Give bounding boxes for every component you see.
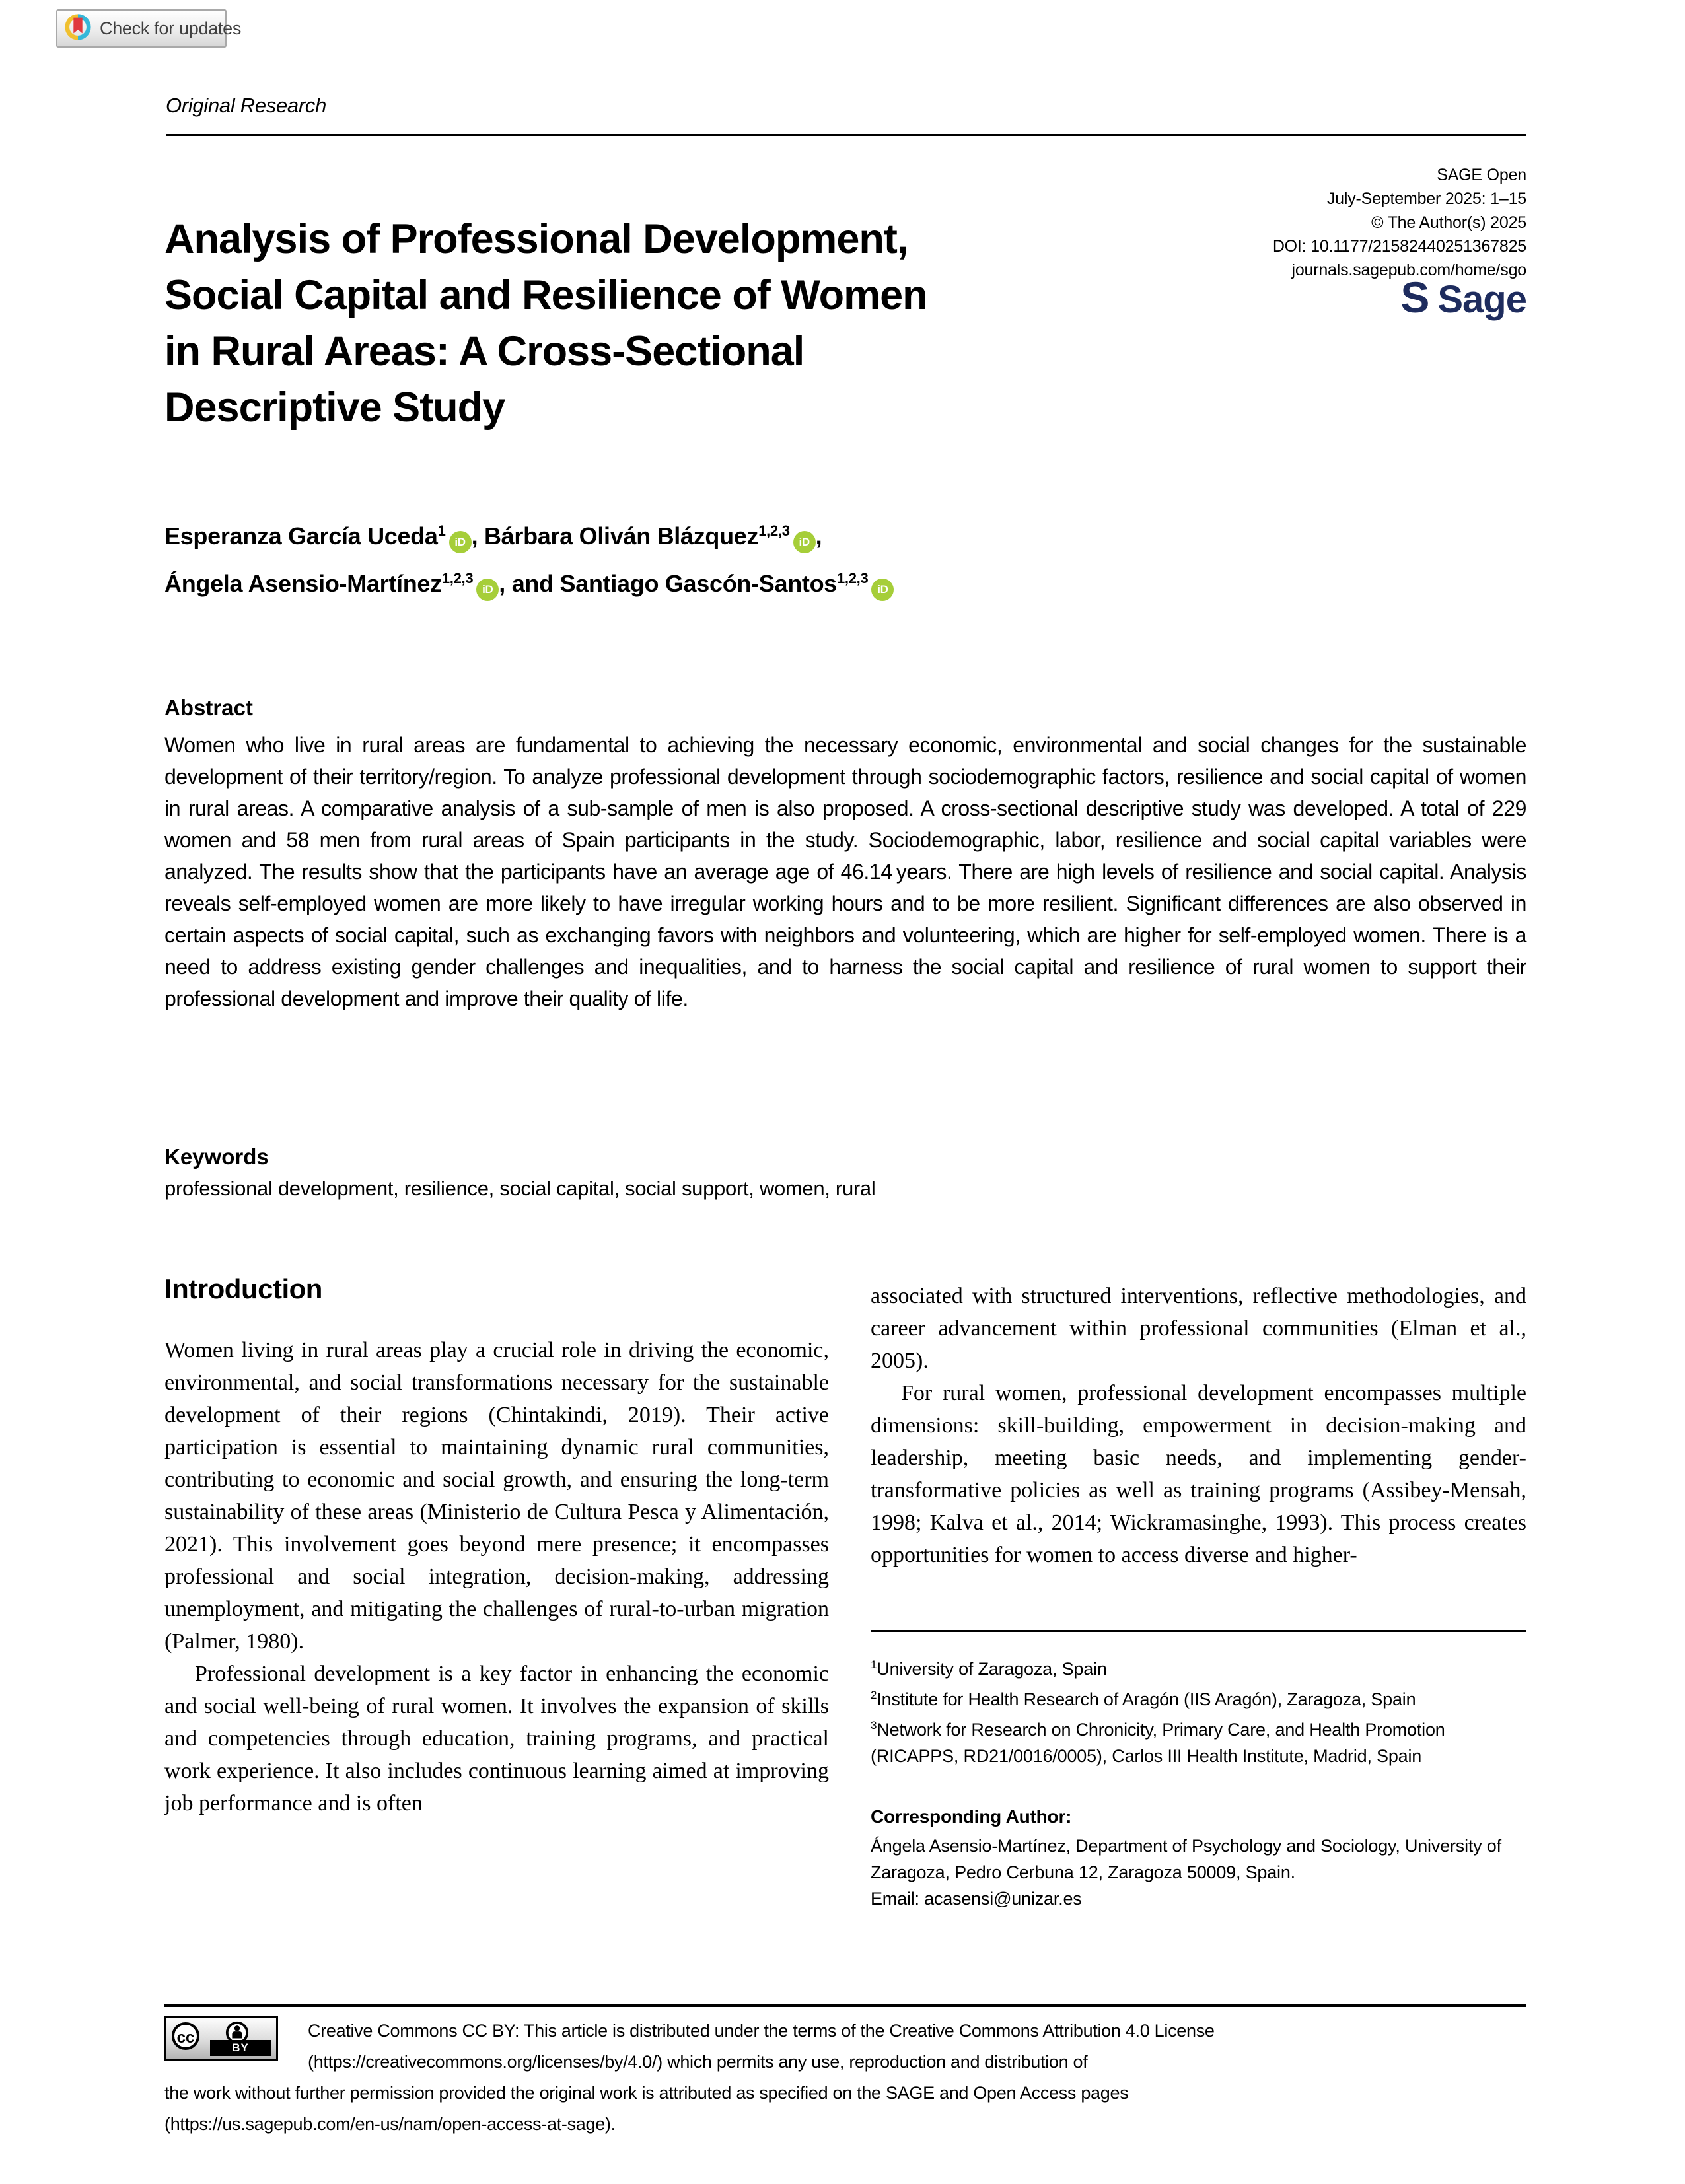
corresponding-author-email[interactable]: Email: acasensi@unizar.es [871, 1889, 1082, 1909]
footer-divider [164, 2004, 1526, 2007]
affiliation-text: Network for Research on Chronicity, Primary Care, and Health Promotion (RICAPPS, RD21/0016/0005), Carlos III Health Institute, Madrid, Spain [871, 1720, 1445, 1766]
orcid-icon[interactable]: iD [449, 531, 472, 553]
header-divider [166, 134, 1526, 136]
journal-doi[interactable]: DOI: 10.1177/21582440251367825 [1272, 237, 1526, 256]
author-name: Santiago Gascón-Santos [559, 570, 837, 597]
author-affiliation-sup: 1,2,3 [441, 570, 474, 586]
sage-s-icon: S [1400, 273, 1429, 322]
creative-commons-icon: cc [172, 2022, 199, 2050]
title-line: in Rural Areas: A Cross-Sectional [164, 328, 805, 374]
article-title [164, 211, 1287, 436]
intro-paragraph: Women living in rural areas play a crucial role in driving the economic, environmental, and social transformations necessary for the sustainable development of their regions (Chintakindi, 2019). Their active participation is essential to maintaining dynamic rural communities, contributing to economic and social growth, and ensuring the long-term sustainability of these areas (Ministerio de Cultura Pesca y Alimentación, 2021). This involvement goes beyond mere presence; it encompasses professional and social integration, decision-making, addressing unemployment, and mitigating the challenges of rural-to-urban migration (Palmer, 1980). [164, 1338, 829, 1654]
author-affiliation-sup: 1,2,3 [758, 522, 790, 539]
intro-paragraph: Professional development is a key factor in enhancing the economic and social well-being of rural women. It involves the expansion of skills and competencies through education, training programs, and practical work experience. It also includes continuous learning aimed at improving job performance and is often [164, 1662, 829, 1815]
body-column-right [871, 1280, 1526, 1571]
author-separator: , [471, 522, 484, 549]
corresponding-author-block [871, 1804, 1526, 1912]
affiliation-item [871, 1652, 1526, 1682]
title-line: Social Capital and Resilience of Women [164, 272, 927, 318]
affiliation-text: Institute for Health Research of Aragón (IIS Aragón), Zaragoza, Spain [877, 1689, 1416, 1709]
author-name: Ángela Asensio-Martínez [164, 570, 442, 597]
crossmark-icon [64, 13, 92, 44]
license-line: Creative Commons CC BY: This article is distributed under the terms of the Creative Commons Attribution 4.0 License [308, 2021, 1215, 2041]
body-column-left [164, 1334, 829, 1819]
affiliation-sup: 1 [871, 1658, 877, 1671]
title-line: Analysis of Professional Development, [164, 216, 908, 262]
intro-paragraph: associated with structured interventions, reflective methodologies, and career advancement within professional communities (Elman et al., 2005). [871, 1284, 1526, 1373]
orcid-icon[interactable]: iD [476, 579, 499, 601]
journal-copyright: © The Author(s) 2025 [1371, 213, 1526, 232]
keywords-text: professional development, resilience, social capital, social support, women, rural [164, 1177, 876, 1200]
author-affiliation-sup: 1 [437, 522, 446, 539]
orcid-icon[interactable]: iD [793, 531, 816, 553]
author-separator: , and [499, 570, 560, 597]
affiliation-sup: 2 [871, 1689, 877, 1701]
sage-logo[interactable] [1400, 273, 1526, 322]
journal-url[interactable]: journals.sagepub.com/home/sgo [1291, 261, 1526, 279]
footnote-divider [871, 1630, 1526, 1632]
orcid-icon[interactable]: iD [871, 579, 894, 601]
journal-name: SAGE Open [1437, 166, 1526, 184]
check-for-updates-label: Check for updates [100, 18, 242, 38]
introduction-heading: Introduction [164, 1273, 322, 1304]
author-line [164, 510, 1419, 557]
license-text-indented [308, 2016, 1404, 2078]
keywords-heading: Keywords [164, 1145, 269, 1169]
corresponding-author-heading: Corresponding Author: [871, 1806, 1072, 1827]
check-for-updates-button[interactable] [56, 9, 242, 48]
affiliation-sup: 3 [871, 1719, 877, 1732]
author-affiliation-sup: 1,2,3 [837, 570, 869, 586]
affiliation-text: University of Zaragoza, Spain [877, 1659, 1107, 1679]
cc-by-license-badge[interactable] [164, 2016, 278, 2061]
title-line: Descriptive Study [164, 384, 505, 431]
journal-issue: July-September 2025: 1–15 [1326, 190, 1526, 208]
license-line: the work without further permission provided the original work is attributed as specified on the SAGE and Open Access pages [164, 2083, 1129, 2103]
corresponding-author-text: Ángela Asensio-Martínez, Department of Psychology and Sociology, University of Zaragoza, Pedro Cerbuna 12, Zaragoza 50009, Spain. [871, 1836, 1501, 1882]
author-list [164, 510, 1419, 605]
author-separator: , [815, 522, 822, 549]
abstract-body: Women who live in rural areas are fundamental to achieving the necessary economic, environmental and social changes for the sustainable development of their territory/region. To analyze professional development through sociodemographic factors, resilience and social capital of women in rural areas. A comparative analysis of a sub-sample of men is also proposed. A cross-sectional descriptive study was developed. A total of 229 women and 58 men from rural areas of Spain participants in the study. Sociodemographic, labor, resilience and social capital variables were analyzed. The results show that the participants have an average age of 46.14 years. There are high levels of resilience and social capital. Analysis reveals self-employed women are more likely to have irregular working hours and to be more resilient. Significant differences are also observed in certain aspects of social capital, such as exchanging favors with neighbors and volunteering, which are higher for self-employed women. There is a need to address existing gender challenges and inequalities, and to harness the social capital and resilience of rural women to support their professional development and improve their quality of life. [164, 733, 1526, 1010]
cc-by-label: BY [210, 2040, 271, 2056]
author-name: Bárbara Oliván Blázquez [484, 522, 759, 549]
author-name: Esperanza García Uceda [164, 522, 438, 549]
license-line-url[interactable]: (https://us.sagepub.com/en-us/nam/open-access-at-sage). [164, 2114, 616, 2134]
article-category: Original Research [166, 94, 327, 117]
affiliation-item [871, 1712, 1526, 1769]
license-line-url[interactable]: (https://creativecommons.org/licenses/by/4.0/) which permits any use, reproduction and distribution of [308, 2052, 1088, 2072]
affiliation-item [871, 1682, 1526, 1712]
journal-info-block [1273, 163, 1526, 282]
author-line [164, 557, 1419, 605]
sage-logo-wordmark: Sage [1437, 278, 1526, 321]
intro-paragraph: For rural women, professional development encompasses multiple dimensions: skill-building, empowerment in decision-making and leadership, meeting basic needs, and implementing gender-transformative policies as well as training programs (Assibey-Mensah, 1998; Kalva et al., 2014; Wickramasinghe, 1993). This process creates opportunities for women to access diverse and higher- [871, 1381, 1526, 1567]
abstract-heading: Abstract [164, 695, 253, 720]
footnote-block [871, 1630, 1526, 1912]
license-text-full-width [164, 2078, 1526, 2140]
